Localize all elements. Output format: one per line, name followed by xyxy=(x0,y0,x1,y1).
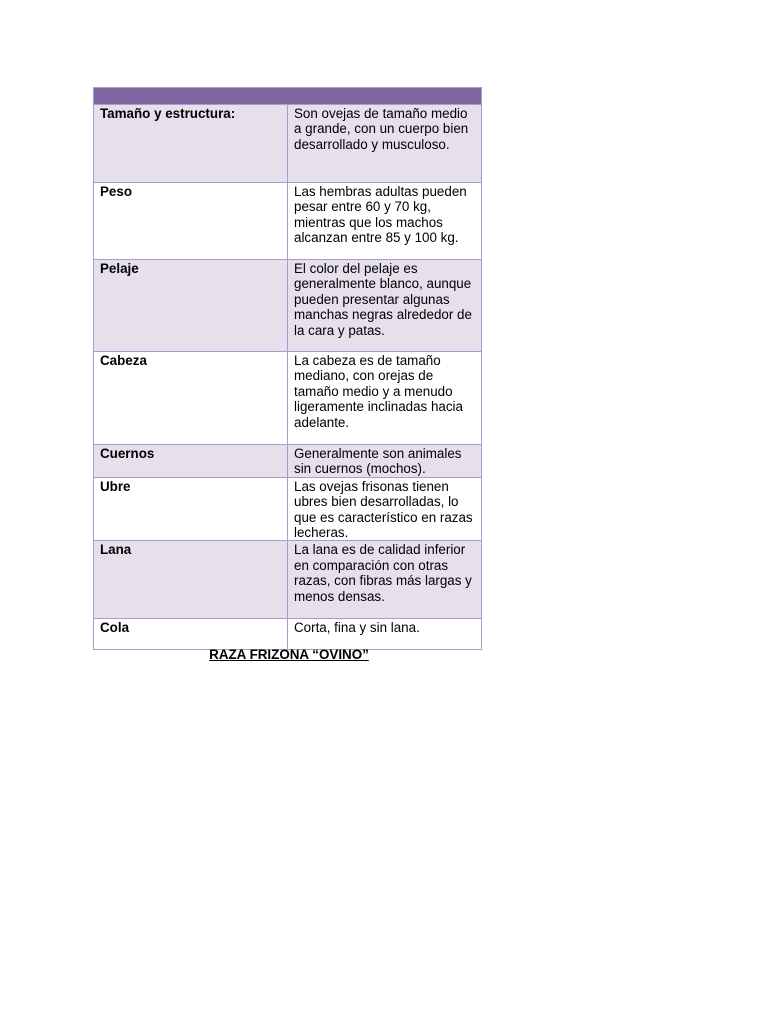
table-caption xyxy=(93,647,481,663)
row-label: Cabeza xyxy=(94,352,288,445)
table-row xyxy=(94,352,482,445)
row-label: Tamaño y estructura: xyxy=(94,105,288,183)
table-row xyxy=(94,105,482,183)
table-row xyxy=(94,260,482,352)
breed-characteristics-table xyxy=(93,87,482,650)
table-row xyxy=(94,477,482,541)
row-label: Lana xyxy=(94,541,288,619)
row-value: Las ovejas frisonas tienen ubres bien desarrolladas, lo que es característico en razas lecheras. xyxy=(288,477,482,541)
table-row xyxy=(94,541,482,619)
row-label: Pelaje xyxy=(94,260,288,352)
row-value: El color del pelaje es generalmente blanco, aunque pueden presentar algunas manchas negras alrededor de la cara y patas. xyxy=(288,260,482,352)
row-value: La cabeza es de tamaño mediano, con orejas de tamaño medio y a menudo ligeramente inclinadas hacia adelante. xyxy=(288,352,482,445)
table-header-row xyxy=(94,88,482,105)
row-value: La lana es de calidad inferior en comparación con otras razas, con fibras más largas y menos densas. xyxy=(288,541,482,619)
table-row xyxy=(94,619,482,650)
caption-text: RAZA FRIZONA “OVINO” xyxy=(209,647,369,662)
row-label: Cuernos xyxy=(94,445,288,478)
row-label: Ubre xyxy=(94,477,288,541)
table-header-band xyxy=(94,88,482,105)
breed-characteristics-table-wrapper xyxy=(93,87,481,650)
row-label: Cola xyxy=(94,619,288,650)
row-label: Peso xyxy=(94,183,288,260)
table-row xyxy=(94,183,482,260)
row-value: Corta, fina y sin lana. xyxy=(288,619,482,650)
row-value: Las hembras adultas pueden pesar entre 60 y 70 kg, mientras que los machos alcanzan entre 85 y 100 kg. xyxy=(288,183,482,260)
row-value: Son ovejas de tamaño medio a grande, con un cuerpo bien desarrollado y musculoso. xyxy=(288,105,482,183)
row-value: Generalmente son animales sin cuernos (mochos). xyxy=(288,445,482,478)
table-row xyxy=(94,445,482,478)
